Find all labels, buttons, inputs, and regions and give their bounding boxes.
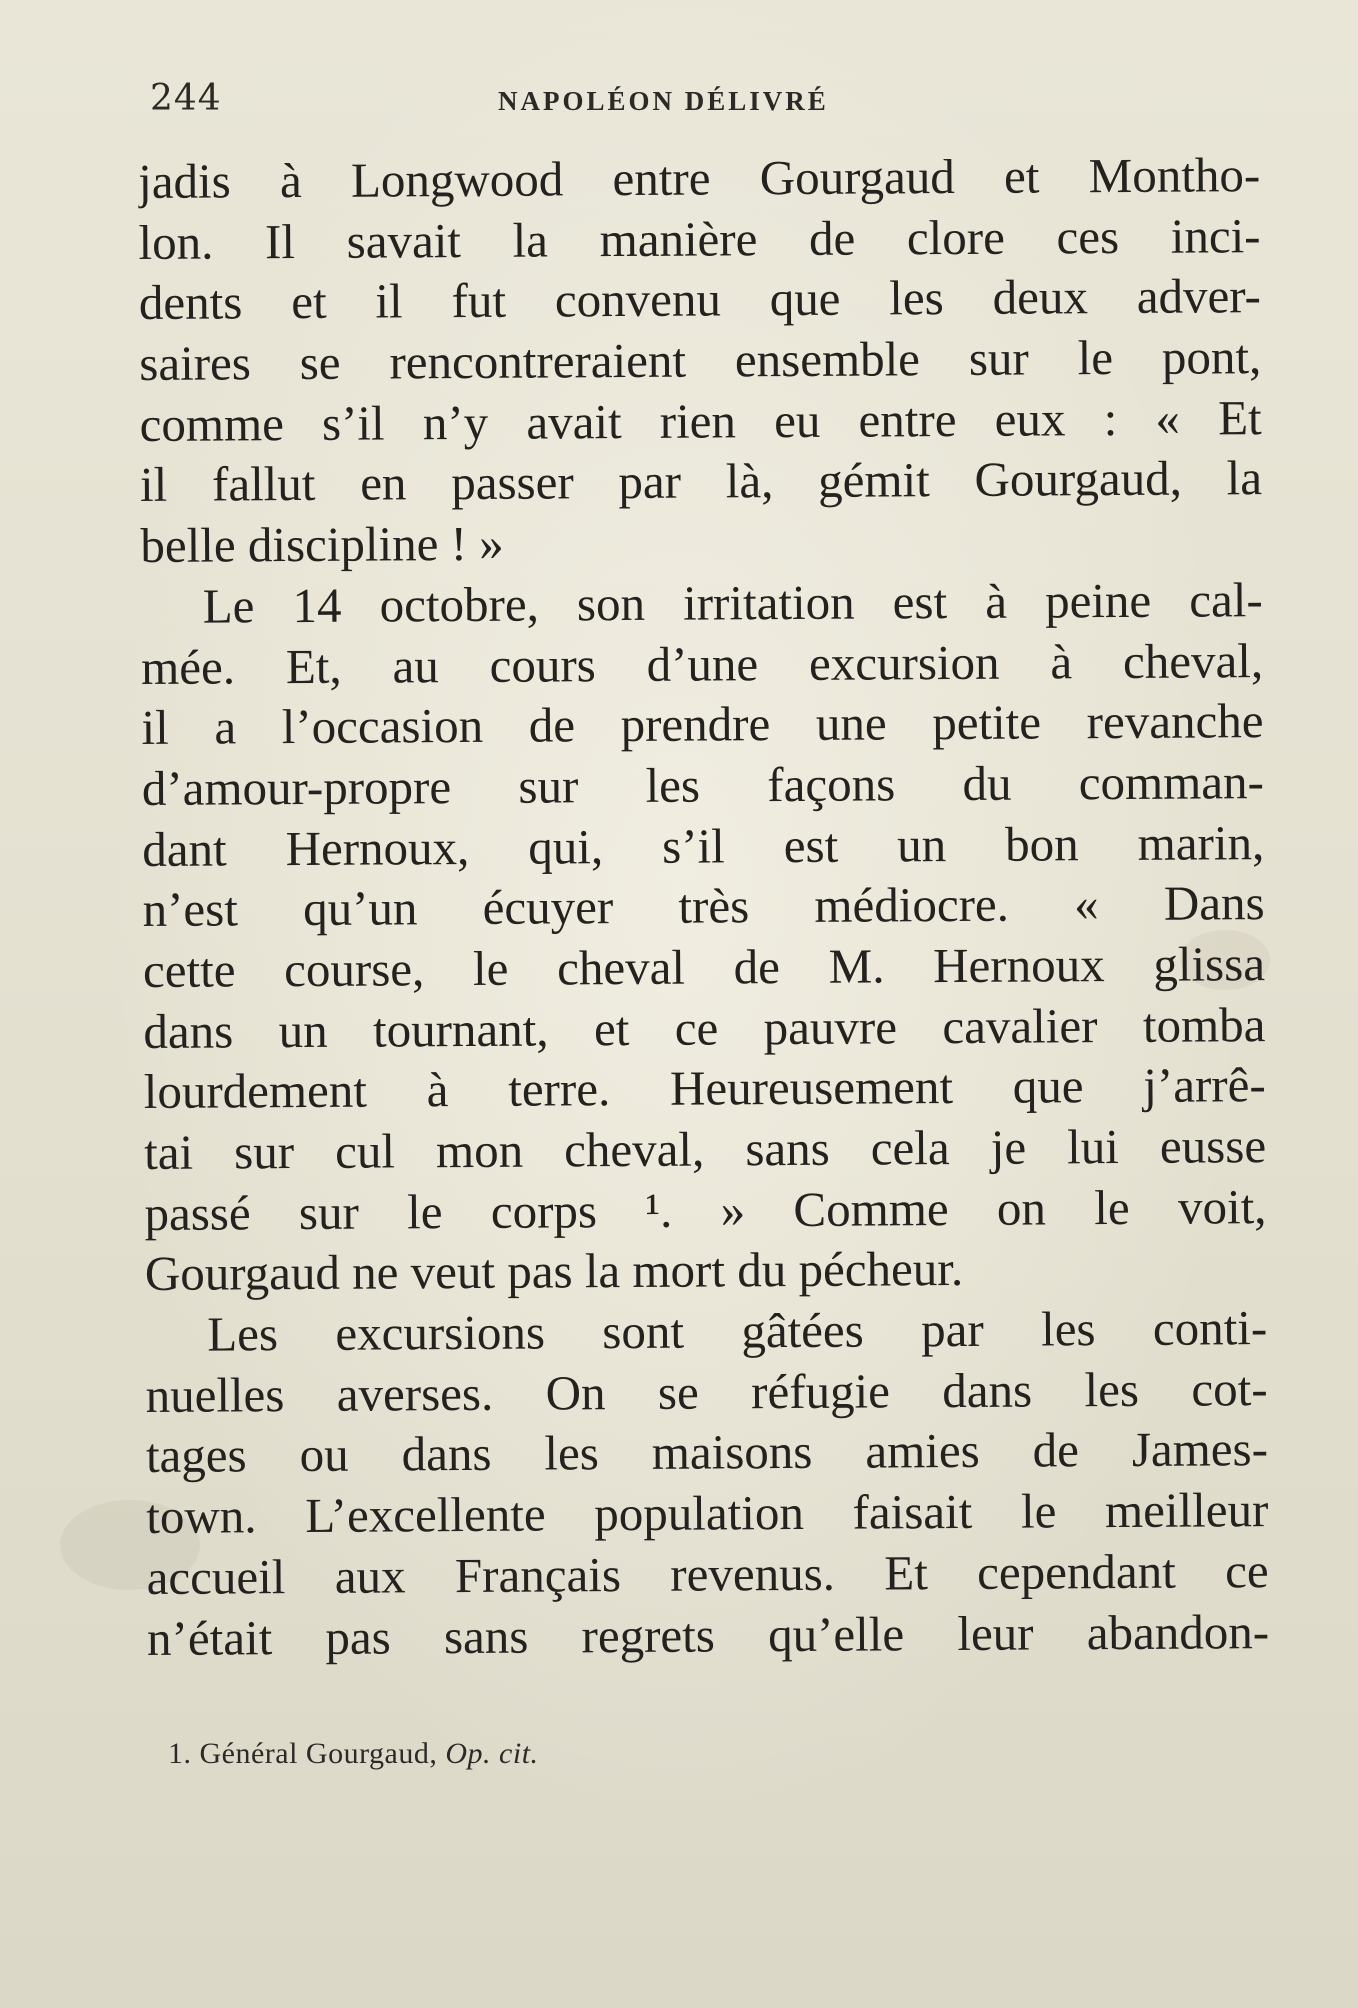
text-line: nuelles averses. On se réfugie dans les cot- [145,1360,1268,1423]
text-line: lon. Il savait la manière de clore ces inci- [138,207,1261,270]
text-line: dans un tournant, et ce pauvre cavalier tomba [143,996,1266,1059]
page-header [150,78,1270,128]
text-line: saires se rencontreraient ensemble sur le pont, [139,329,1262,392]
text-line: n’était pas sans regrets qu’elle leur abandon- [146,1603,1270,1666]
text-line: d’amour-propre sur les façons du comman- [141,754,1265,816]
text-line: il a l’occasion de prendre une petite revanche [141,693,1264,756]
text-line: tai sur cul mon cheval, sans cela je lui eusse [143,1118,1267,1180]
text-line: Les excursions sont gâtées par les conti- [207,1300,1268,1362]
text-line: dents et il fut convenu que les deux adver- [138,268,1262,331]
text-line: lourdement à terre. Heureusement que j’arrê- [143,1057,1266,1120]
text-line: jadis à Longwood entre Gourgaud et Montho- [138,147,1261,209]
text-line: tages ou dans les maisons amies de James- [145,1421,1269,1484]
page-number: 244 [150,78,222,119]
text-line: il fallut en passer par là, gémit Gourgaud, la [139,450,1263,513]
text-line: Gourgaud ne veut pas la mort du pécheur. [144,1241,964,1302]
footnote-marker: 1. [168,1737,192,1770]
footnote-citation: Op. cit. [445,1737,539,1770]
footnote-text: Général Gourgaud, [199,1737,438,1770]
text-line: mée. Et, au cours d’une excursion à cheval, [140,632,1264,695]
text-line: belle discipline ! » [140,515,504,574]
text-line: cette course, le cheval de M. Hernoux glissa [142,936,1266,998]
footnote [168,1737,539,1771]
text-line: n’est qu’un écuyer très médiocre. « Dans [142,875,1265,938]
text-line: town. L’excellente population faisait le meilleur [146,1482,1269,1545]
text-line: dant Hernoux, qui, s’il est un bon marin, [142,814,1265,877]
text-line: accueil aux Français revenus. Et cependant ce [146,1542,1269,1605]
body-text [138,145,1269,1669]
text-line: Le 14 octobre, son irritation est à peine cal- [202,571,1263,634]
text-line: passé sur le corps ¹. » Comme on le voit, [144,1178,1267,1241]
text-line: comme s’il n’y avait rien eu entre eux : « Et [139,389,1262,452]
running-head: NAPOLÉON DÉLIVRÉ [498,86,829,116]
